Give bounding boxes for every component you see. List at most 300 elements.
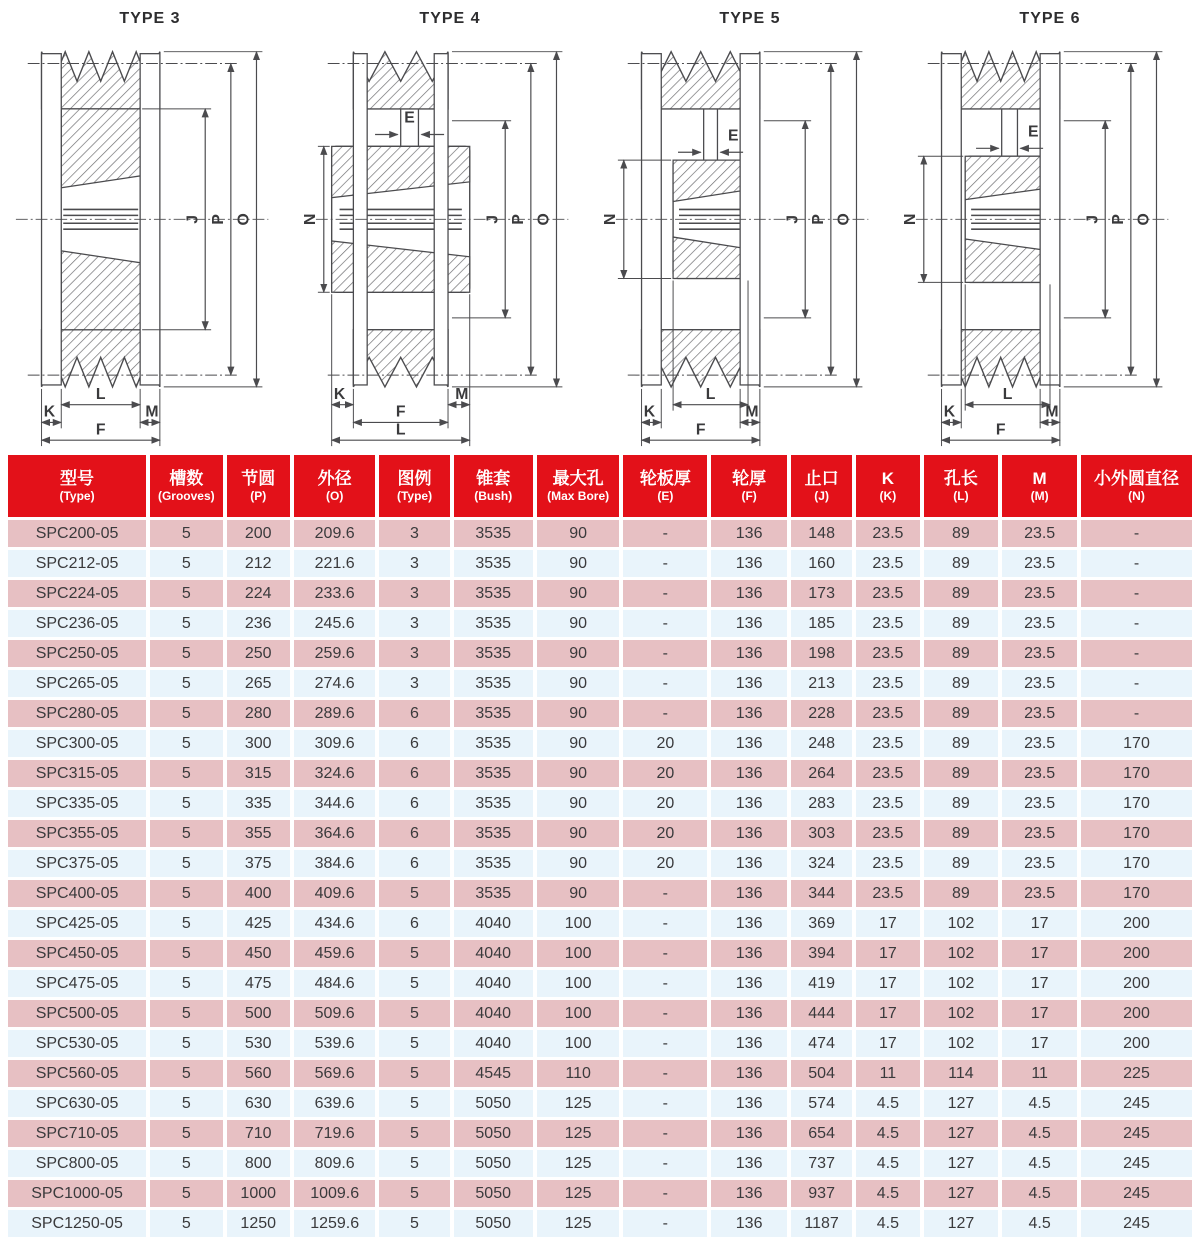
cell: 136 bbox=[711, 1000, 787, 1027]
svg-text:O: O bbox=[1135, 213, 1153, 226]
svg-text:L: L bbox=[1002, 385, 1013, 403]
cell: 280 bbox=[227, 700, 290, 727]
cell: 800 bbox=[227, 1150, 290, 1177]
cell: 89 bbox=[924, 850, 999, 877]
cell: 100 bbox=[537, 940, 620, 967]
cell: 90 bbox=[537, 670, 620, 697]
svg-text:E: E bbox=[1027, 123, 1039, 141]
cell: 23.5 bbox=[856, 790, 919, 817]
cell: 3535 bbox=[454, 790, 533, 817]
cell: 136 bbox=[711, 1210, 787, 1237]
cell: 170 bbox=[1081, 790, 1192, 817]
pulley-drawing-type-4 bbox=[300, 30, 600, 452]
cell: 425 bbox=[227, 910, 290, 937]
cell: SPC200-05 bbox=[8, 520, 146, 547]
cell: 136 bbox=[711, 670, 787, 697]
cell: 419 bbox=[791, 970, 852, 997]
cell: 89 bbox=[924, 550, 999, 577]
cell: 539.6 bbox=[294, 1030, 376, 1057]
cell: SPC315-05 bbox=[8, 760, 146, 787]
cell: SPC710-05 bbox=[8, 1120, 146, 1147]
cell: 5 bbox=[150, 1120, 222, 1147]
cell: 90 bbox=[537, 760, 620, 787]
cell: SPC475-05 bbox=[8, 970, 146, 997]
svg-text:K: K bbox=[43, 403, 56, 421]
cell: 136 bbox=[711, 1180, 787, 1207]
cell: 170 bbox=[1081, 880, 1192, 907]
cell: 136 bbox=[711, 1060, 787, 1087]
cell: 212 bbox=[227, 550, 290, 577]
cell: - bbox=[623, 1090, 707, 1117]
column-header-7: 轮板厚 (E) bbox=[623, 455, 707, 517]
cell: 344.6 bbox=[294, 790, 376, 817]
cell: 5 bbox=[150, 1030, 222, 1057]
pulley-diagrams bbox=[0, 0, 1200, 452]
cell: 245.6 bbox=[294, 610, 376, 637]
cell: 23.5 bbox=[856, 610, 919, 637]
cell: 90 bbox=[537, 520, 620, 547]
cell: - bbox=[623, 1000, 707, 1027]
cell: 4.5 bbox=[1002, 1150, 1077, 1177]
cell: - bbox=[623, 910, 707, 937]
column-header-0: 型号 (Type) bbox=[8, 455, 146, 517]
cell: - bbox=[1081, 610, 1192, 637]
cell: 509.6 bbox=[294, 1000, 376, 1027]
cell: 569.6 bbox=[294, 1060, 376, 1087]
cell: 90 bbox=[537, 610, 620, 637]
cell: 127 bbox=[924, 1150, 999, 1177]
cell: 5050 bbox=[454, 1150, 533, 1177]
cell: 5 bbox=[150, 730, 222, 757]
cell: 136 bbox=[711, 940, 787, 967]
cell: 17 bbox=[856, 1000, 919, 1027]
cell: 125 bbox=[537, 1090, 620, 1117]
cell: 3 bbox=[379, 670, 449, 697]
cell: 23.5 bbox=[856, 520, 919, 547]
cell: 200 bbox=[1081, 1000, 1192, 1027]
cell: 127 bbox=[924, 1090, 999, 1117]
cell: 89 bbox=[924, 670, 999, 697]
cell: 136 bbox=[711, 850, 787, 877]
svg-text:O: O bbox=[235, 213, 253, 226]
cell: SPC450-05 bbox=[8, 940, 146, 967]
cell: 434.6 bbox=[294, 910, 376, 937]
cell: 136 bbox=[711, 970, 787, 997]
svg-text:P: P bbox=[1109, 214, 1127, 225]
cell: 355 bbox=[227, 820, 290, 847]
cell: 344 bbox=[791, 880, 852, 907]
diagram-title: TYPE 5 bbox=[719, 10, 781, 27]
svg-text:K: K bbox=[333, 385, 346, 403]
svg-text:J: J bbox=[784, 214, 802, 224]
table-row bbox=[8, 1060, 1192, 1087]
cell: 23.5 bbox=[1002, 580, 1077, 607]
cell: SPC250-05 bbox=[8, 640, 146, 667]
cell: 136 bbox=[711, 730, 787, 757]
table-row bbox=[8, 1000, 1192, 1027]
cell: 170 bbox=[1081, 760, 1192, 787]
cell: SPC1000-05 bbox=[8, 1180, 146, 1207]
cell: 102 bbox=[924, 970, 999, 997]
cell: 3535 bbox=[454, 610, 533, 637]
cell: 23.5 bbox=[856, 670, 919, 697]
column-header-13: 小外圆直径 (N) bbox=[1081, 455, 1192, 517]
cell: 170 bbox=[1081, 820, 1192, 847]
cell: 1009.6 bbox=[294, 1180, 376, 1207]
cell: 3535 bbox=[454, 550, 533, 577]
cell: 125 bbox=[537, 1120, 620, 1147]
cell: 136 bbox=[711, 790, 787, 817]
cell: 23.5 bbox=[1002, 790, 1077, 817]
cell: 5050 bbox=[454, 1120, 533, 1147]
cell: 89 bbox=[924, 880, 999, 907]
cell: SPC400-05 bbox=[8, 880, 146, 907]
cell: 23.5 bbox=[856, 760, 919, 787]
cell: 6 bbox=[379, 910, 449, 937]
cell: SPC800-05 bbox=[8, 1150, 146, 1177]
cell: 335 bbox=[227, 790, 290, 817]
diagram-title: TYPE 6 bbox=[1019, 10, 1081, 27]
table-row bbox=[8, 520, 1192, 547]
cell: 89 bbox=[924, 730, 999, 757]
cell: 17 bbox=[856, 940, 919, 967]
cell: 127 bbox=[924, 1210, 999, 1237]
cell: SPC224-05 bbox=[8, 580, 146, 607]
cell: 324 bbox=[791, 850, 852, 877]
cell: 5 bbox=[150, 580, 222, 607]
cell: SPC1250-05 bbox=[8, 1210, 146, 1237]
cell: 4.5 bbox=[856, 1150, 919, 1177]
cell: - bbox=[623, 640, 707, 667]
cell: 3535 bbox=[454, 520, 533, 547]
cell: 125 bbox=[537, 1210, 620, 1237]
cell: 364.6 bbox=[294, 820, 376, 847]
table-row bbox=[8, 790, 1192, 817]
cell: 23.5 bbox=[1002, 670, 1077, 697]
cell: 5 bbox=[379, 1150, 449, 1177]
cell: 100 bbox=[537, 910, 620, 937]
table-row bbox=[8, 580, 1192, 607]
cell: 185 bbox=[791, 610, 852, 637]
cell: 20 bbox=[623, 730, 707, 757]
cell: 737 bbox=[791, 1150, 852, 1177]
cell: 17 bbox=[856, 910, 919, 937]
cell: 17 bbox=[1002, 1000, 1077, 1027]
cell: 236 bbox=[227, 610, 290, 637]
table-row bbox=[8, 940, 1192, 967]
cell: 23.5 bbox=[856, 880, 919, 907]
pulley-drawing-type-5 bbox=[600, 30, 900, 452]
cell: 136 bbox=[711, 700, 787, 727]
diagram-title: TYPE 4 bbox=[419, 10, 481, 27]
table-row bbox=[8, 1090, 1192, 1117]
cell: 4040 bbox=[454, 970, 533, 997]
cell: 5 bbox=[379, 1090, 449, 1117]
cell: 20 bbox=[623, 820, 707, 847]
svg-text:K: K bbox=[643, 403, 656, 421]
cell: 90 bbox=[537, 850, 620, 877]
cell: 4.5 bbox=[856, 1120, 919, 1147]
cell: 5 bbox=[150, 820, 222, 847]
cell: 710 bbox=[227, 1120, 290, 1147]
cell: 3 bbox=[379, 640, 449, 667]
cell: 136 bbox=[711, 1030, 787, 1057]
cell: 5 bbox=[150, 790, 222, 817]
cell: 23.5 bbox=[856, 820, 919, 847]
svg-text:O: O bbox=[535, 213, 553, 226]
cell: - bbox=[623, 1120, 707, 1147]
diagram-type-3 bbox=[0, 0, 300, 452]
cell: 3535 bbox=[454, 700, 533, 727]
column-header-9: 止口 (J) bbox=[791, 455, 852, 517]
cell: - bbox=[1081, 640, 1192, 667]
cell: 300 bbox=[227, 730, 290, 757]
pulley-drawing-type-6 bbox=[900, 30, 1200, 452]
cell: 4.5 bbox=[856, 1180, 919, 1207]
cell: 200 bbox=[1081, 940, 1192, 967]
table-row bbox=[8, 760, 1192, 787]
cell: 23.5 bbox=[1002, 550, 1077, 577]
cell: 23.5 bbox=[856, 850, 919, 877]
cell: 504 bbox=[791, 1060, 852, 1087]
cell: SPC530-05 bbox=[8, 1030, 146, 1057]
cell: 160 bbox=[791, 550, 852, 577]
cell: 4545 bbox=[454, 1060, 533, 1087]
svg-text:M: M bbox=[1045, 403, 1059, 421]
cell: SPC265-05 bbox=[8, 670, 146, 697]
cell: 3535 bbox=[454, 850, 533, 877]
column-header-5: 锥套 (Bush) bbox=[454, 455, 533, 517]
diagram-type-4 bbox=[300, 0, 600, 452]
cell: 303 bbox=[791, 820, 852, 847]
cell: 5 bbox=[379, 940, 449, 967]
cell: 20 bbox=[623, 850, 707, 877]
cell: 5 bbox=[379, 1030, 449, 1057]
cell: SPC500-05 bbox=[8, 1000, 146, 1027]
cell: 4.5 bbox=[856, 1090, 919, 1117]
cell: 200 bbox=[227, 520, 290, 547]
cell: 3 bbox=[379, 550, 449, 577]
cell: 245 bbox=[1081, 1150, 1192, 1177]
cell: 4.5 bbox=[1002, 1210, 1077, 1237]
column-header-8: 轮厚 (F) bbox=[711, 455, 787, 517]
cell: 200 bbox=[1081, 1030, 1192, 1057]
cell: 5050 bbox=[454, 1210, 533, 1237]
svg-text:M: M bbox=[455, 385, 469, 403]
cell: 409.6 bbox=[294, 880, 376, 907]
table-row bbox=[8, 1030, 1192, 1057]
cell: 17 bbox=[1002, 910, 1077, 937]
cell: 6 bbox=[379, 700, 449, 727]
cell: 809.6 bbox=[294, 1150, 376, 1177]
cell: 100 bbox=[537, 1000, 620, 1027]
cell: 23.5 bbox=[856, 580, 919, 607]
table-row bbox=[8, 700, 1192, 727]
cell: 23.5 bbox=[856, 550, 919, 577]
table-row bbox=[8, 1150, 1192, 1177]
cell: - bbox=[623, 880, 707, 907]
cell: SPC375-05 bbox=[8, 850, 146, 877]
cell: - bbox=[623, 1060, 707, 1087]
cell: 5 bbox=[150, 970, 222, 997]
cell: 245 bbox=[1081, 1120, 1192, 1147]
column-header-3: 外径 (O) bbox=[294, 455, 376, 517]
cell: 4040 bbox=[454, 1030, 533, 1057]
cell: SPC212-05 bbox=[8, 550, 146, 577]
cell: 23.5 bbox=[1002, 760, 1077, 787]
cell: 5 bbox=[379, 1210, 449, 1237]
cell: 530 bbox=[227, 1030, 290, 1057]
table-row bbox=[8, 880, 1192, 907]
cell: SPC335-05 bbox=[8, 790, 146, 817]
cell: 4.5 bbox=[1002, 1090, 1077, 1117]
cell: 90 bbox=[537, 550, 620, 577]
cell: 20 bbox=[623, 790, 707, 817]
svg-text:J: J bbox=[484, 214, 502, 224]
cell: 90 bbox=[537, 640, 620, 667]
table-row bbox=[8, 820, 1192, 847]
table-row bbox=[8, 550, 1192, 577]
svg-text:L: L bbox=[395, 421, 406, 439]
cell: 5 bbox=[150, 1090, 222, 1117]
cell: SPC280-05 bbox=[8, 700, 146, 727]
cell: 3535 bbox=[454, 880, 533, 907]
cell: 475 bbox=[227, 970, 290, 997]
cell: 23.5 bbox=[856, 640, 919, 667]
svg-text:J: J bbox=[184, 214, 202, 224]
cell: 484.6 bbox=[294, 970, 376, 997]
svg-text:P: P bbox=[509, 214, 527, 225]
pulley-drawing-type-3 bbox=[0, 30, 300, 452]
cell: SPC560-05 bbox=[8, 1060, 146, 1087]
cell: 4040 bbox=[454, 940, 533, 967]
cell: 5 bbox=[150, 1000, 222, 1027]
cell: 5 bbox=[379, 970, 449, 997]
column-header-6: 最大孔 (Max Bore) bbox=[537, 455, 620, 517]
cell: 654 bbox=[791, 1120, 852, 1147]
column-header-2: 节圆 (P) bbox=[227, 455, 290, 517]
cell: 5 bbox=[150, 1210, 222, 1237]
cell: 20 bbox=[623, 760, 707, 787]
cell: 4040 bbox=[454, 1000, 533, 1027]
diagram-type-5 bbox=[600, 0, 900, 452]
cell: - bbox=[623, 550, 707, 577]
svg-text:F: F bbox=[95, 421, 106, 439]
cell: - bbox=[623, 610, 707, 637]
cell: - bbox=[623, 580, 707, 607]
spec-table bbox=[4, 452, 1196, 1240]
cell: 23.5 bbox=[1002, 730, 1077, 757]
svg-text:J: J bbox=[1084, 214, 1102, 224]
cell: 136 bbox=[711, 550, 787, 577]
svg-text:P: P bbox=[809, 214, 827, 225]
cell: 289.6 bbox=[294, 700, 376, 727]
cell: 315 bbox=[227, 760, 290, 787]
cell: 4.5 bbox=[1002, 1120, 1077, 1147]
cell: 5 bbox=[150, 880, 222, 907]
cell: 6 bbox=[379, 760, 449, 787]
cell: 5 bbox=[150, 1060, 222, 1087]
cell: 4040 bbox=[454, 910, 533, 937]
cell: 3535 bbox=[454, 640, 533, 667]
cell: 5 bbox=[150, 610, 222, 637]
cell: 574 bbox=[791, 1090, 852, 1117]
cell: 5 bbox=[150, 550, 222, 577]
cell: 6 bbox=[379, 790, 449, 817]
cell: 5 bbox=[150, 670, 222, 697]
table-row bbox=[8, 670, 1192, 697]
cell: 136 bbox=[711, 910, 787, 937]
cell: SPC630-05 bbox=[8, 1090, 146, 1117]
cell: 125 bbox=[537, 1180, 620, 1207]
cell: 100 bbox=[537, 1030, 620, 1057]
cell: 89 bbox=[924, 610, 999, 637]
cell: 274.6 bbox=[294, 670, 376, 697]
cell: 11 bbox=[856, 1060, 919, 1087]
cell: 259.6 bbox=[294, 640, 376, 667]
svg-text:F: F bbox=[395, 403, 406, 421]
cell: 170 bbox=[1081, 730, 1192, 757]
cell: 23.5 bbox=[1002, 610, 1077, 637]
cell: 89 bbox=[924, 760, 999, 787]
cell: 23.5 bbox=[856, 700, 919, 727]
cell: 90 bbox=[537, 730, 620, 757]
column-header-10: K (K) bbox=[856, 455, 919, 517]
cell: 90 bbox=[537, 880, 620, 907]
cell: 110 bbox=[537, 1060, 620, 1087]
table-row bbox=[8, 850, 1192, 877]
cell: 209.6 bbox=[294, 520, 376, 547]
diagram-title: TYPE 3 bbox=[119, 10, 181, 27]
cell: - bbox=[623, 1180, 707, 1207]
cell: 23.5 bbox=[1002, 880, 1077, 907]
table-body bbox=[8, 520, 1192, 1237]
cell: 89 bbox=[924, 700, 999, 727]
svg-text:L: L bbox=[95, 385, 106, 403]
svg-text:O: O bbox=[835, 213, 853, 226]
svg-text:N: N bbox=[301, 213, 319, 226]
cell: 3 bbox=[379, 520, 449, 547]
cell: 17 bbox=[1002, 940, 1077, 967]
cell: 5 bbox=[379, 880, 449, 907]
cell: 630 bbox=[227, 1090, 290, 1117]
cell: 89 bbox=[924, 640, 999, 667]
cell: 23.5 bbox=[1002, 850, 1077, 877]
cell: - bbox=[1081, 700, 1192, 727]
cell: - bbox=[623, 520, 707, 547]
column-header-11: 孔长 (L) bbox=[924, 455, 999, 517]
cell: 5 bbox=[150, 1150, 222, 1177]
cell: SPC425-05 bbox=[8, 910, 146, 937]
svg-text:F: F bbox=[695, 421, 706, 439]
cell: 384.6 bbox=[294, 850, 376, 877]
cell: 1250 bbox=[227, 1210, 290, 1237]
cell: 5 bbox=[150, 700, 222, 727]
cell: 17 bbox=[856, 970, 919, 997]
svg-text:P: P bbox=[209, 214, 227, 225]
cell: 11 bbox=[1002, 1060, 1077, 1087]
cell: 23.5 bbox=[1002, 520, 1077, 547]
cell: 3 bbox=[379, 580, 449, 607]
cell: 17 bbox=[1002, 1030, 1077, 1057]
cell: 136 bbox=[711, 820, 787, 847]
cell: 5 bbox=[379, 1180, 449, 1207]
cell: 248 bbox=[791, 730, 852, 757]
cell: 1259.6 bbox=[294, 1210, 376, 1237]
cell: - bbox=[623, 970, 707, 997]
cell: - bbox=[623, 1150, 707, 1177]
cell: 23.5 bbox=[1002, 700, 1077, 727]
